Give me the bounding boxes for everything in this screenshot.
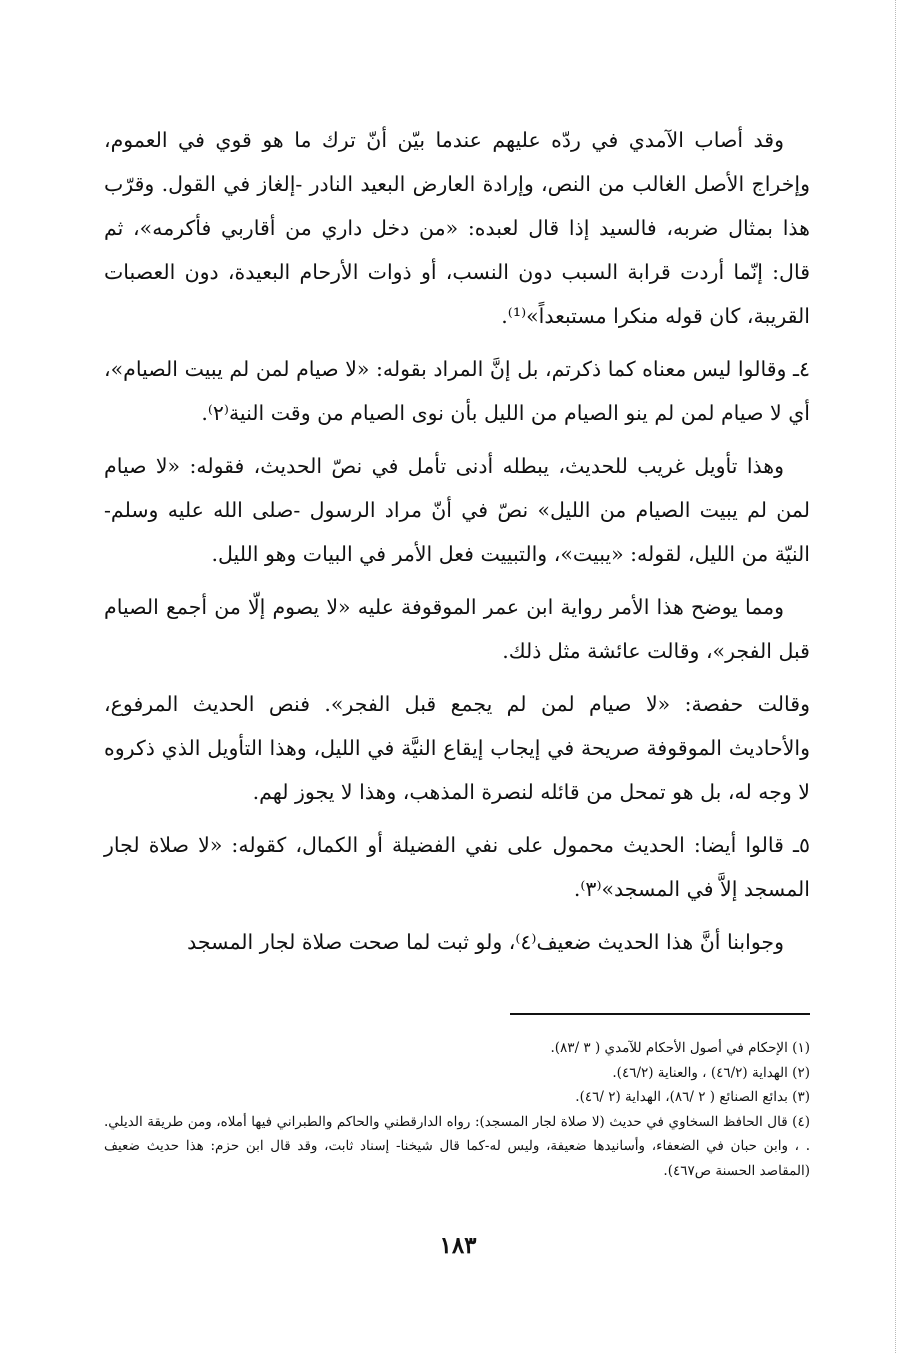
main-text: [104, 118, 810, 973]
paragraph-point-4: ٤ـ وقالوا ليس معناه كما ذكرتم، بل إنَّ المراد بقوله: «لا صيام لمن لم يبيت الصيام»، أي لا صيام لمن لم ينو الصيام من الليل بأن نوى الصيام من وقت النية⁽٢⁾.: [104, 357, 810, 425]
page-edge-dotted-line: [895, 0, 896, 1353]
footnote-2: (٢) الهداية (٤٦/٢) ، والعناية (٤٦/٢).: [612, 1064, 810, 1081]
paragraph-amidi-reply: وقد أصاب الآمدي في ردّه عليهم عندما بيّن أنّ ترك ما هو قوي في العموم، وإخراج الأصل الغالب من النص، وإرادة العارض البعيد النادر -إلغاز في القول. وقرّب هذا بمثال ضربه، فالسيد إذا قال لعبده: «من دخل داري من أقاربي فأكرمه»، ثم قال: إنّما أردت قرابة السبب دون النسب، أو ذوات الأرحام البعيدة، دون العصبات القريبة، كان قوله منكرا مستبعداً»⁽¹⁾.: [104, 128, 810, 328]
paragraph-strange-interpretation: وهذا تأويل غريب للحديث، يبطله أدنى تأمل في نصّ الحديث، فقوله: «لا صيام لمن لم يبيت الصيام من الليل» نصّ في أنّ مراد الرسول -صلى الله عليه وسلم- النيّة من الليل، لقوله: «يبيت»، والتبييت فعل الأمر في البيات وهو الليل.: [104, 454, 810, 566]
footnote-1: (١) الإحكام في أصول الأحكام للآمدي ( ٣ /٨٣).: [550, 1040, 810, 1056]
paragraph-hafsa-narration: وقالت حفصة: «لا صيام لمن لم يجمع قبل الفجر». فنص الحديث المرفوع، والأحاديث الموقوفة صريحة في إيجاب إيقاع النيَّة في الليل، وهذا التأويل الذي ذكروه لا وجه له، بل هو تمحل من قائله لنصرة المذهب، وهذا لا يجوز لهم.: [104, 692, 810, 804]
footnote-4: (٤) قال الحافظ السخاوي في حديث (لا صلاة لجار المسجد): رواه الدارقطني والحاكم والطبراني فيها أملاه، ومن طريقة الديلي. . ، وابن حبان في الضعفاء، وأسانيدها ضعيفة، وليس له-كما قال شيخنا- إسناد ثابت، وقد قال ابن حزم: هذا حديث ضعيف (المقاصد الحسنة ص٤٦٧).: [104, 1113, 810, 1179]
page-number: ١٨٣: [439, 1232, 477, 1259]
paragraph-answer: وجوابنا أنَّ هذا الحديث ضعيف⁽٤⁾، ولو ثبت لما صحت صلاة لجار المسجد: [187, 930, 784, 954]
paragraph-ibn-umar-narration: ومما يوضح هذا الأمر رواية ابن عمر الموقوفة عليه «لا يصوم إلّا من أجمع الصيام قبل الفجر»، وقالت عائشة مثل ذلك.: [104, 595, 810, 663]
paragraph-point-5: ٥ـ قالوا أيضا: الحديث محمول على نفي الفضيلة أو الكمال، كقوله: «لا صلاة لجار المسجد إلاَّ في المسجد»⁽٣⁾.: [104, 833, 810, 901]
footnote-3: (٣) بدائع الصنائع ( ٢ /٨٦)، الهداية (٢ /٤٦).: [575, 1089, 810, 1105]
footnote-separator: [510, 1013, 810, 1015]
footnotes: [104, 1036, 810, 1183]
